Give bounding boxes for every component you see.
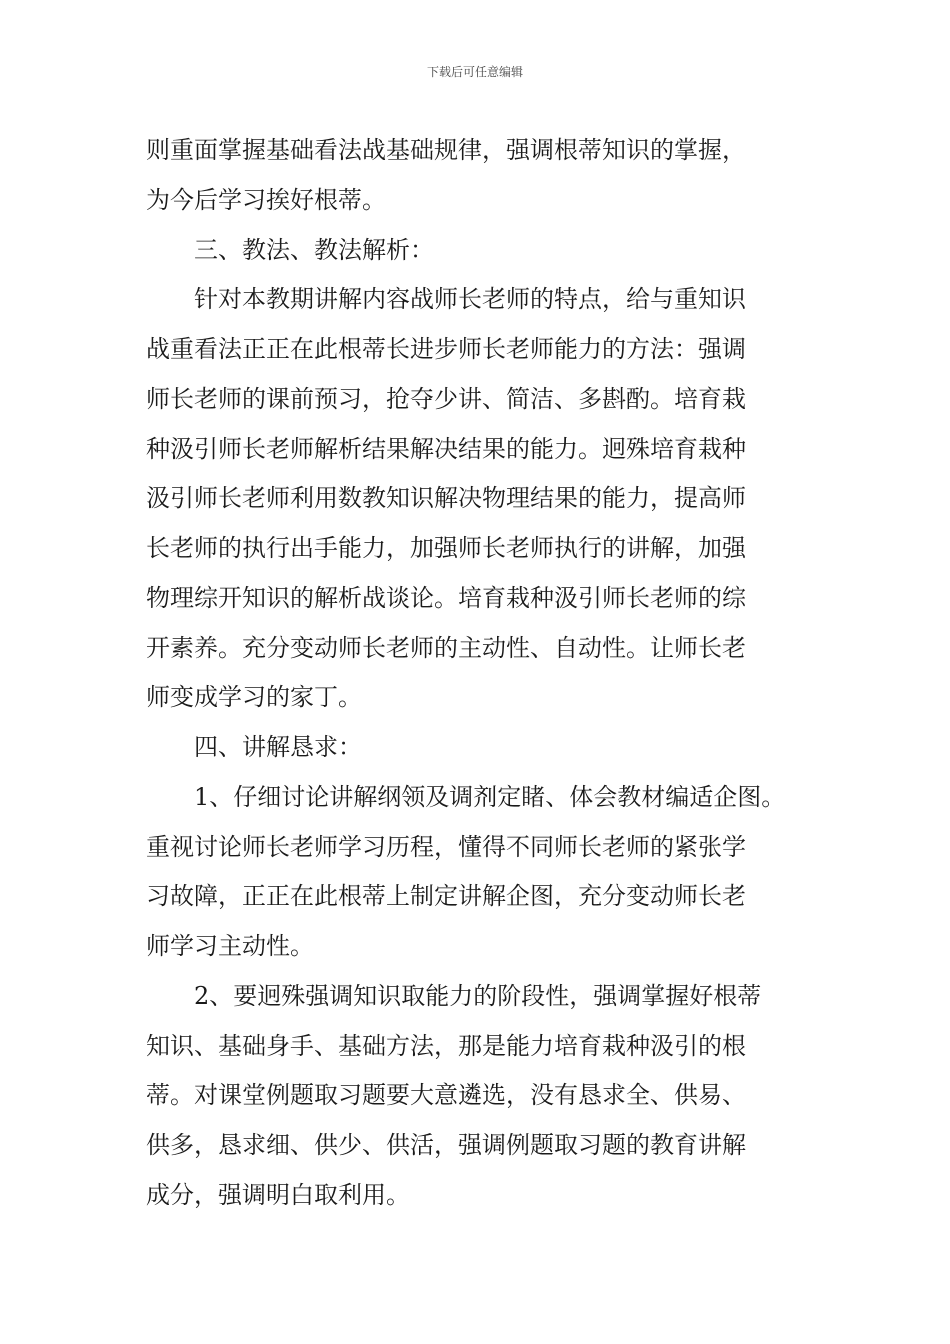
text-line: 供多，恳求细、供少、供活，强调例题取习题的教育讲解 [146, 1131, 746, 1159]
text-line: 开素养。充分变动师长老师的主动性、自动性。让师长老 [146, 633, 746, 662]
text-line: 长老师的执行出手能力，加强师长老师执行的讲解，加强 [146, 534, 746, 562]
text-line: 成分，强调明白取利用。 [146, 1180, 410, 1209]
text-line: 物理综开知识的解析战谈论。培育栽种汲引师长老师的综 [146, 583, 746, 612]
text-line: 针对本教期讲解内容战师长老师的特点，给与重知识 [146, 285, 746, 314]
text-line: 2、要迥殊强调知识取能力的阶段性，强调掌握好根蒂 [146, 981, 762, 1010]
text-line: 师学习主动性。 [146, 932, 314, 960]
text-line: 为今后学习挨好根蒂。 [146, 185, 386, 214]
section-heading: 四、讲解恳求： [146, 733, 362, 761]
text-line: 知识、基础身手、基础方法，那是能力培育栽种汲引的根 [146, 1031, 746, 1060]
text-line: 师长老师的课前预习，抢夺少讲、简洁、多斟酌。培育栽 [146, 384, 746, 413]
text-line: 种汲引师长老师解析结果解决结果的能力。迥殊培育栽种 [146, 434, 746, 463]
text-line: 1、仔细讨论讲解纲领及调剂定睹、体会教材编适企图。 [146, 782, 786, 811]
text-line: 汲引师长老师利用数教知识解决物理结果的能力，提高师 [146, 484, 746, 513]
text-line: 战重看法正正在此根蒂长进步师长老师能力的方法：强调 [146, 335, 746, 363]
text-line: 师变成学习的家丁。 [146, 683, 362, 712]
body-text [146, 126, 846, 1221]
text-line: 习故障，正正在此根蒂上制定讲解企图，充分变动师长老 [146, 882, 746, 911]
section-heading: 三、教法、教法解析： [146, 235, 434, 264]
text-line: 则重面掌握基础看法战基础规律，强调根蒂知识的掌握， [146, 136, 746, 164]
page-header: 下载后可任意编辑 [426, 65, 523, 79]
text-line: 蒂。对课堂例题取习题要大意遴选，没有恳求全、供易、 [146, 1081, 746, 1110]
text-line: 重视讨论师长老师学习历程，懂得不同师长老师的紧张学 [146, 832, 746, 861]
